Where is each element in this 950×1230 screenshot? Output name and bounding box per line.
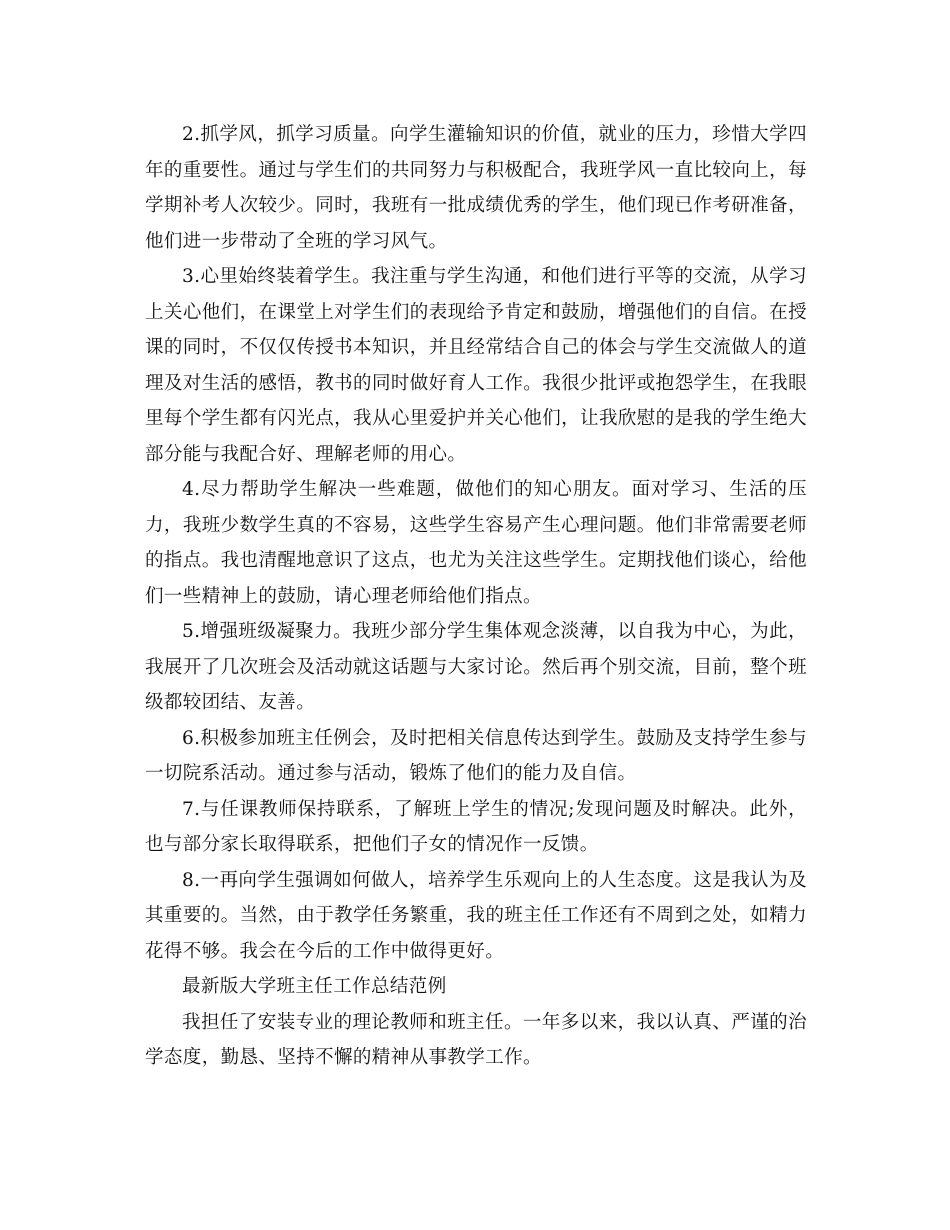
paragraph-item-8: 8.一再向学生强调如何做人，培养学生乐观向上的人生态度。这是我认为及其重要的。当然，由于教学任务繁重，我的班主任工作还有不周到之处，如精力花得不够。我会在今后的工作中做得更好。 [145, 869, 807, 962]
paragraph-item-4: 4.尽力帮助学生解决一些难题，做他们的知心朋友。面对学习、生活的压力，我班少数学生真的不容易，这些学生容易产生心理问题。他们非常需要老师的指点。我也清醒地意识了这点，也尤为关注这些学生。定期找他们谈心，给他们一些精神上的鼓励，请心理老师给他们指点。 [145, 479, 807, 607]
paragraph-item-7: 7.与任课教师保持联系，了解班上学生的情况;发现问题及时解决。此外，也与部分家长取得联系，把他们子女的情况作一反馈。 [145, 798, 807, 855]
paragraph-item-5: 5.增强班级凝聚力。我班少部分学生集体观念淡薄，以自我为中心，为此，我展开了几次班会及活动就这话题与大家讨论。然后再个别交流，目前，整个班级都较团结、友善。 [145, 621, 807, 713]
paragraph-item-6: 6.积极参加班主任例会，及时把相关信息传达到学生。鼓励及支持学生参与一切院系活动。通过参与活动，锻炼了他们的能力及自信。 [145, 727, 807, 784]
document-page [145, 117, 807, 1076]
section-title: 最新版大学班主任工作总结范例 [182, 976, 447, 997]
paragraph-item-2: 2.抓学风，抓学习质量。向学生灌输知识的价值，就业的压力，珍惜大学四年的重要性。通过与学生们的共同努力与积极配合，我班学风一直比较向上，每学期补考人次较少。同时，我班有一批成绩优秀的学生，他们现已作考研准备，他们进一步带动了全班的学习风气。 [145, 124, 807, 252]
paragraph-item-3: 3.心里始终装着学生。我注重与学生沟通，和他们进行平等的交流，从学习上关心他们，在课堂上对学生们的表现给予肯定和鼓励，增强他们的自信。在授课的同时，不仅仅传授书本知识，并且经常结合自己的体会与学生交流做人的道理及对生活的感悟，教书的同时做好育人工作。我很少批评或抱怨学生，在我眼里每个学生都有闪光点，我从心里爱护并关心他们，让我欣慰的是我的学生绝大部分能与我配合好、理解老师的用心。 [145, 266, 807, 465]
closing-paragraph: 我担任了安装专业的理论教师和班主任。一年多以来，我以认真、严谨的治学态度，勤恳、坚持不懈的精神从事教学工作。 [145, 1011, 807, 1068]
